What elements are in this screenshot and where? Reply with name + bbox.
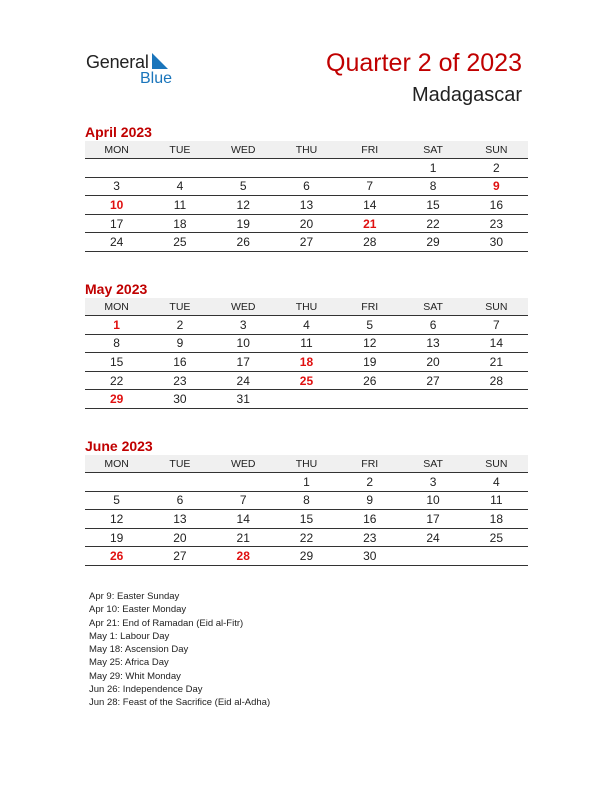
day-cell: 12 [85, 510, 148, 529]
week-row [85, 371, 528, 390]
day-cell: 20 [275, 214, 338, 233]
week-row [85, 214, 528, 233]
day-cell: 20 [148, 528, 211, 547]
month-calendar [85, 437, 528, 566]
day-cell [85, 159, 148, 178]
day-cell [85, 473, 148, 492]
weekday-label: FRI [338, 298, 401, 316]
day-cell: 23 [338, 528, 401, 547]
weekday-label: FRI [338, 141, 401, 159]
day-cell: 4 [148, 177, 211, 196]
holiday-day-cell: 21 [338, 214, 401, 233]
day-cell: 7 [212, 491, 275, 510]
day-cell [212, 473, 275, 492]
weekday-label: SUN [465, 298, 528, 316]
week-row [85, 233, 528, 252]
day-cell: 21 [212, 528, 275, 547]
weekday-label: MON [85, 455, 148, 473]
month-title: June 2023 [85, 438, 153, 454]
day-cell: 13 [401, 334, 464, 353]
weekday-header-row [85, 141, 528, 159]
day-cell: 30 [148, 390, 211, 409]
day-cell: 8 [275, 491, 338, 510]
brand-logo [86, 50, 196, 90]
day-cell: 22 [275, 528, 338, 547]
weekday-label: THU [275, 298, 338, 316]
day-cell: 18 [148, 214, 211, 233]
weekday-label: WED [212, 141, 275, 159]
weekday-label: THU [275, 141, 338, 159]
week-row [85, 528, 528, 547]
day-cell: 19 [212, 214, 275, 233]
day-cell: 7 [465, 316, 528, 335]
week-row [85, 547, 528, 566]
week-row [85, 316, 528, 335]
day-cell: 18 [465, 510, 528, 529]
day-cell: 11 [465, 491, 528, 510]
weekday-label: SAT [401, 141, 464, 159]
holiday-list [89, 590, 270, 710]
weekday-label: MON [85, 141, 148, 159]
weekday-label: WED [212, 298, 275, 316]
day-cell: 14 [338, 196, 401, 215]
week-row [85, 159, 528, 178]
day-cell: 21 [465, 353, 528, 372]
weekday-label: SUN [465, 455, 528, 473]
day-cell: 2 [465, 159, 528, 178]
day-cell: 8 [401, 177, 464, 196]
month-grid [85, 455, 528, 566]
logo-word-blue: Blue [140, 70, 173, 87]
day-cell: 9 [338, 491, 401, 510]
holiday-note: Jun 28: Feast of the Sacrifice (Eid al-Adha) [89, 697, 271, 709]
day-cell [401, 390, 464, 409]
day-cell [465, 547, 528, 566]
day-cell: 19 [85, 528, 148, 547]
day-cell: 22 [401, 214, 464, 233]
day-cell: 24 [85, 233, 148, 252]
day-cell: 13 [275, 196, 338, 215]
weekday-label: MON [85, 298, 148, 316]
day-cell: 28 [465, 371, 528, 390]
week-row [85, 491, 528, 510]
logo-word-general: General [86, 52, 149, 72]
day-cell: 24 [401, 528, 464, 547]
day-cell: 6 [401, 316, 464, 335]
weekday-header-row [85, 455, 528, 473]
holiday-note: May 1: Labour Day [89, 630, 170, 642]
day-cell: 3 [212, 316, 275, 335]
holiday-day-cell: 10 [85, 196, 148, 215]
weekday-label: SAT [401, 455, 464, 473]
day-cell: 5 [212, 177, 275, 196]
week-row [85, 390, 528, 409]
day-cell: 5 [338, 316, 401, 335]
day-cell: 15 [275, 510, 338, 529]
day-cell: 15 [85, 353, 148, 372]
holiday-note: May 25: Africa Day [89, 657, 169, 669]
holiday-day-cell: 18 [275, 353, 338, 372]
month-calendar [85, 280, 528, 409]
day-cell [148, 159, 211, 178]
day-cell: 11 [275, 334, 338, 353]
day-cell: 5 [85, 491, 148, 510]
day-cell: 28 [338, 233, 401, 252]
day-cell: 15 [401, 196, 464, 215]
holiday-day-cell: 26 [85, 547, 148, 566]
day-cell: 25 [148, 233, 211, 252]
day-cell: 31 [212, 390, 275, 409]
day-cell: 4 [465, 473, 528, 492]
week-row [85, 353, 528, 372]
holiday-note: Apr 10: Easter Monday [89, 604, 187, 616]
day-cell: 4 [275, 316, 338, 335]
day-cell [338, 159, 401, 178]
holiday-note: May 29: Whit Monday [89, 670, 181, 682]
holiday-day-cell: 28 [212, 547, 275, 566]
day-cell: 29 [275, 547, 338, 566]
day-cell: 8 [85, 334, 148, 353]
holiday-note: Apr 21: End of Ramadan (Eid al-Fitr) [89, 617, 244, 629]
holiday-note: May 18: Ascension Day [89, 644, 189, 656]
day-cell: 23 [148, 371, 211, 390]
week-row [85, 196, 528, 215]
day-cell: 26 [212, 233, 275, 252]
day-cell: 29 [401, 233, 464, 252]
day-cell [212, 159, 275, 178]
weekday-label: TUE [148, 141, 211, 159]
day-cell: 1 [401, 159, 464, 178]
day-cell: 16 [148, 353, 211, 372]
month-grid [85, 298, 528, 409]
day-cell: 7 [338, 177, 401, 196]
week-row [85, 473, 528, 492]
holiday-note: Jun 26: Independence Day [89, 684, 203, 696]
holiday-day-cell: 9 [465, 177, 528, 196]
week-row [85, 334, 528, 353]
day-cell: 26 [338, 371, 401, 390]
day-cell: 6 [275, 177, 338, 196]
weekday-label: WED [212, 455, 275, 473]
month-title: May 2023 [85, 281, 148, 297]
day-cell: 16 [338, 510, 401, 529]
day-cell: 12 [338, 334, 401, 353]
day-cell: 16 [465, 196, 528, 215]
day-cell: 17 [401, 510, 464, 529]
day-cell: 20 [401, 353, 464, 372]
weekday-label: SAT [401, 298, 464, 316]
month-calendar [85, 123, 528, 252]
day-cell [401, 547, 464, 566]
day-cell: 17 [212, 353, 275, 372]
day-cell: 14 [212, 510, 275, 529]
day-cell: 11 [148, 196, 211, 215]
day-cell: 27 [275, 233, 338, 252]
day-cell: 3 [401, 473, 464, 492]
day-cell: 23 [465, 214, 528, 233]
day-cell: 27 [148, 547, 211, 566]
day-cell: 30 [338, 547, 401, 566]
day-cell: 9 [148, 334, 211, 353]
country-name: Madagascar [411, 84, 522, 106]
day-cell [275, 159, 338, 178]
day-cell: 10 [401, 491, 464, 510]
holiday-day-cell: 25 [275, 371, 338, 390]
day-cell: 27 [401, 371, 464, 390]
day-cell: 6 [148, 491, 211, 510]
day-cell: 30 [465, 233, 528, 252]
weekday-label: TUE [148, 455, 211, 473]
weekday-label: THU [275, 455, 338, 473]
day-cell: 3 [85, 177, 148, 196]
day-cell [465, 390, 528, 409]
weekday-label: FRI [338, 455, 401, 473]
day-cell [338, 390, 401, 409]
day-cell: 12 [212, 196, 275, 215]
holiday-day-cell: 29 [85, 390, 148, 409]
day-cell: 13 [148, 510, 211, 529]
day-cell: 24 [212, 371, 275, 390]
month-grid [85, 141, 528, 252]
day-cell: 2 [148, 316, 211, 335]
week-row [85, 177, 528, 196]
week-row [85, 510, 528, 529]
day-cell: 14 [465, 334, 528, 353]
holiday-note: Apr 9: Easter Sunday [89, 591, 180, 602]
logo-triangle-icon [152, 53, 168, 69]
day-cell: 22 [85, 371, 148, 390]
day-cell: 10 [212, 334, 275, 353]
weekday-label: SUN [465, 141, 528, 159]
weekday-label: TUE [148, 298, 211, 316]
day-cell: 1 [275, 473, 338, 492]
day-cell: 25 [465, 528, 528, 547]
day-cell [275, 390, 338, 409]
holiday-day-cell: 1 [85, 316, 148, 335]
page-title: Quarter 2 of 2023 [326, 49, 522, 77]
day-cell [148, 473, 211, 492]
weekday-header-row [85, 298, 528, 316]
day-cell: 19 [338, 353, 401, 372]
day-cell: 2 [338, 473, 401, 492]
day-cell: 17 [85, 214, 148, 233]
month-title: April 2023 [85, 124, 152, 140]
